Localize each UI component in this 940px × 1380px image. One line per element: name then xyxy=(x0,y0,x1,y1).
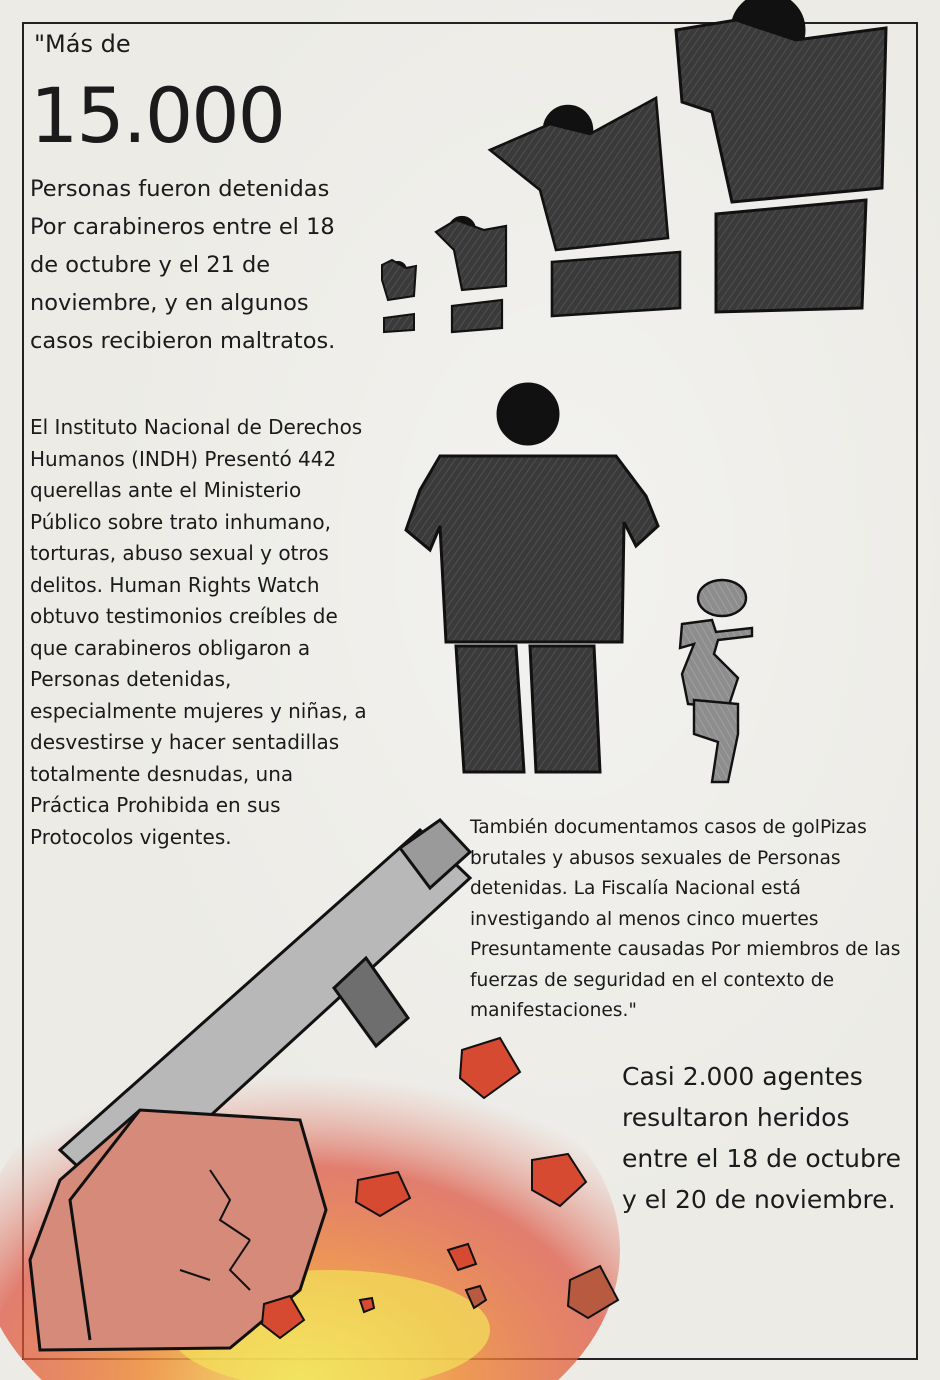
figure-medium xyxy=(490,98,680,316)
paragraph-line: Humanos (INDH) Presentó 442 xyxy=(30,446,337,471)
paragraph-line: investigando al menos cinco muertes xyxy=(470,908,819,930)
paragraph-line: desvestirse y hacer sentadillas xyxy=(30,730,340,754)
paragraph-line: Personas fueron detenidas xyxy=(30,176,330,202)
paragraph-line: Casi 2.000 agentes xyxy=(622,1062,863,1091)
paragraph-line: que carabineros obligaron a xyxy=(30,635,311,660)
paragraph-detained xyxy=(30,170,360,360)
figure-crouching xyxy=(680,580,752,782)
paragraph-line: fuerzas de seguridad en el contexto de xyxy=(470,969,835,991)
paragraph-line: manifestaciones." xyxy=(470,1000,637,1021)
paragraph-line: Protocolos vigentes. xyxy=(30,824,232,849)
paragraph-line: Personas detenidas, xyxy=(30,667,232,691)
big-number: 15.000 xyxy=(30,71,284,160)
paragraph-line: El Instituto Nacional de Derechos xyxy=(30,415,363,439)
figure-tiny xyxy=(382,260,416,332)
paragraph-indh xyxy=(30,412,375,853)
paragraph-line: delitos. Human Rights Watch xyxy=(30,572,320,597)
paragraph-line: Presuntamente causadas Por miembros de las xyxy=(470,939,901,960)
paragraph-line: brutales y abusos sexuales de Personas xyxy=(470,847,841,869)
paragraph-documented-cases xyxy=(470,813,901,1027)
paragraph-line: querellas ante el Ministerio xyxy=(30,478,302,502)
figure-small xyxy=(436,217,506,332)
figure-large xyxy=(676,0,886,312)
paragraph-line: Público sobre trato inhumano, xyxy=(30,509,331,534)
paragraph-injured-agents xyxy=(622,1056,907,1220)
paragraph-line: Práctica Prohibida en sus xyxy=(30,793,281,817)
paragraph-line: entre el 18 de octubre xyxy=(622,1144,901,1173)
paragraph-line: casos recibieron maltratos. xyxy=(30,328,336,354)
paragraph-line: totalmente desnudas, una xyxy=(30,761,294,786)
paragraph-line: noviembre, y en algunos xyxy=(30,290,309,316)
paragraph-line: obtuvo testimonios creíbles de xyxy=(30,604,338,628)
paragraph-line: y el 20 de noviembre. xyxy=(622,1185,896,1214)
paragraph-line: También documentamos casos de golPizas xyxy=(470,817,867,838)
paragraph-line: Por carabineros entre el 18 xyxy=(30,214,335,240)
intro-text: "Más de xyxy=(34,30,131,58)
paragraph-line: resultaron heridos xyxy=(622,1103,850,1132)
paragraph-line: torturas, abuso sexual y otros xyxy=(30,541,329,565)
paragraph-line: detenidas. La Fiscalía Nacional está xyxy=(470,878,801,899)
paragraph-line: especialmente mujeres y niñas, a xyxy=(30,698,367,723)
figure-officer xyxy=(406,384,658,772)
paragraph-line: de octubre y el 21 de xyxy=(30,252,271,278)
